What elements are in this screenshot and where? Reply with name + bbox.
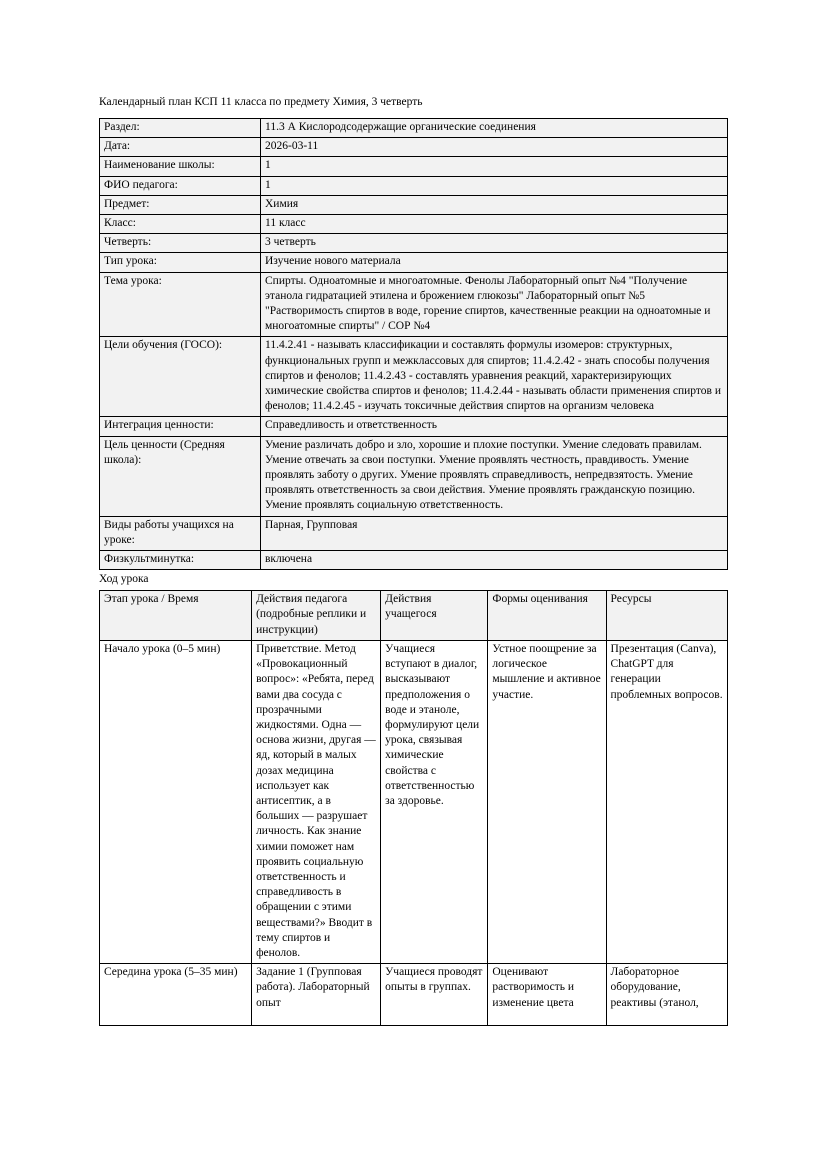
table-row: [100, 234, 728, 253]
table-row: [100, 215, 728, 234]
column-header-stage: Этап урока / Время: [100, 591, 252, 641]
info-table-body: [100, 119, 728, 570]
info-label: Наименование школы:: [100, 157, 261, 176]
table-row: [100, 176, 728, 195]
info-label: Виды работы учащихся на уроке:: [100, 516, 261, 550]
table-row: [100, 157, 728, 176]
table-row: [100, 138, 728, 157]
table-row: [100, 337, 728, 417]
flow-assessment: Устное поощрение за логическое мышление и активное участие.: [488, 640, 606, 963]
flow-table-head: [100, 591, 728, 641]
column-header-assessment: Формы оценивания: [488, 591, 606, 641]
info-value: Парная, Групповая: [261, 516, 728, 550]
column-header-teacher-actions: Действия педагога (подробные реплики и инструкции): [252, 591, 381, 641]
flow-stage: Начало урока (0–5 мин): [100, 640, 252, 963]
info-label: Физкультминутка:: [100, 551, 261, 570]
info-label: Цель ценности (Средняя школа):: [100, 436, 261, 516]
info-value: 11.4.2.41 - называть классификации и составлять формулы изомеров: структурных, функциональных групп и межклассовых для спиртов; 11.4.2.42 - знать способы получения спиртов и фенолов; 11.4.2.43 - составлять уравнения реакций, характеризирующих химические свойства спиртов и фенолов; 11.4.2.44 - называть области применения спиртов и фенолов; 11.4.2.45 - изучать токсичные действия спиртов на организм человека: [261, 337, 728, 417]
info-value: Изучение нового материала: [261, 253, 728, 272]
info-value: 2026-03-11: [261, 138, 728, 157]
info-value: 3 четверть: [261, 234, 728, 253]
info-value: 1: [261, 157, 728, 176]
info-value: Химия: [261, 195, 728, 214]
column-header-resources: Ресурсы: [606, 591, 727, 641]
flow-student-actions: Учащиеся вступают в диалог, высказывают предположения о воде и этаноле, формулируют цели урока, связывая химические свойства с ответственностью за здоровье.: [381, 640, 488, 963]
lesson-flow-table: [99, 590, 728, 1026]
flow-table-body: [100, 640, 728, 1025]
info-value: Спирты. Одноатомные и многоатомные. Фенолы Лабораторный опыт №4 "Получение этанола гидратацией этилена и брожением глюкозы" Лабораторный опыт №5 "Растворимость спиртов в воде, горение спиртов, качественные реакции на одноатомные и многоатомные спирты" / СОР №4: [261, 272, 728, 337]
table-row: [100, 436, 728, 516]
info-value: включена: [261, 551, 728, 570]
flow-resources: Презентация (Canva), ChatGPT для генерации проблемных вопросов.: [606, 640, 727, 963]
info-label: Четверть:: [100, 234, 261, 253]
info-value: 11 класс: [261, 215, 728, 234]
flow-teacher-actions: Приветствие. Метод «Провокационный вопрос»: «Ребята, перед вами два сосуда с прозрачными жидкостями. Одна — основа жизни, другая — яд, который в малых дозах медицина использует как антисептик, а в больших — разрушает личность. Как знание химии поможет нам проявить социальную ответственность и справедливость в обращении с этими веществами?» Вводит в тему спиртов и фенолов.: [252, 640, 381, 963]
info-label: Класс:: [100, 215, 261, 234]
info-label: Тип урока:: [100, 253, 261, 272]
table-row: [100, 551, 728, 570]
flow-section-caption: Ход урока: [99, 573, 149, 586]
info-label: Дата:: [100, 138, 261, 157]
info-label: Цели обучения (ГОСО):: [100, 337, 261, 417]
info-label: Предмет:: [100, 195, 261, 214]
flow-assessment: Оценивают растворимость и изменение цвета: [488, 964, 606, 1026]
info-value: Умение различать добро и зло, хорошие и плохие поступки. Умение следовать правилам. Умение отвечать за свои поступки. Умение проявлять честность, правдивость. Умение проявлять заботу о других. Умение проявлять справедливость, непредвзятость. Умение проявлять ответственность за свои действия. Умение проявлять гражданскую позицию. Умение проявлять социальную ответственность.: [261, 436, 728, 516]
table-row: [100, 195, 728, 214]
table-row: [100, 640, 728, 963]
table-row: [100, 253, 728, 272]
info-value: Справедливость и ответственность: [261, 417, 728, 436]
lesson-info-table: [99, 118, 728, 570]
table-row: [100, 272, 728, 337]
page-title: Календарный план КСП 11 класса по предмету Химия, 3 четверть: [99, 96, 423, 108]
table-row: [100, 516, 728, 550]
info-value: 1: [261, 176, 728, 195]
table-row: [100, 964, 728, 1026]
table-row: [100, 119, 728, 138]
flow-stage: Середина урока (5–35 мин): [100, 964, 252, 1026]
info-value: 11.3 А Кислородсодержащие органические соединения: [261, 119, 728, 138]
column-header-student-actions: Действия учащегося: [381, 591, 488, 641]
info-label: ФИО педагога:: [100, 176, 261, 195]
flow-teacher-actions: Задание 1 (Групповая работа). Лабораторный опыт: [252, 964, 381, 1026]
table-row: [100, 417, 728, 436]
info-label: Раздел:: [100, 119, 261, 138]
info-label: Интеграция ценности:: [100, 417, 261, 436]
flow-header-row: [100, 591, 728, 641]
flow-student-actions: Учащиеся проводят опыты в группах.: [381, 964, 488, 1026]
info-label: Тема урока:: [100, 272, 261, 337]
flow-resources: Лабораторное оборудование, реактивы (этанол,: [606, 964, 727, 1026]
